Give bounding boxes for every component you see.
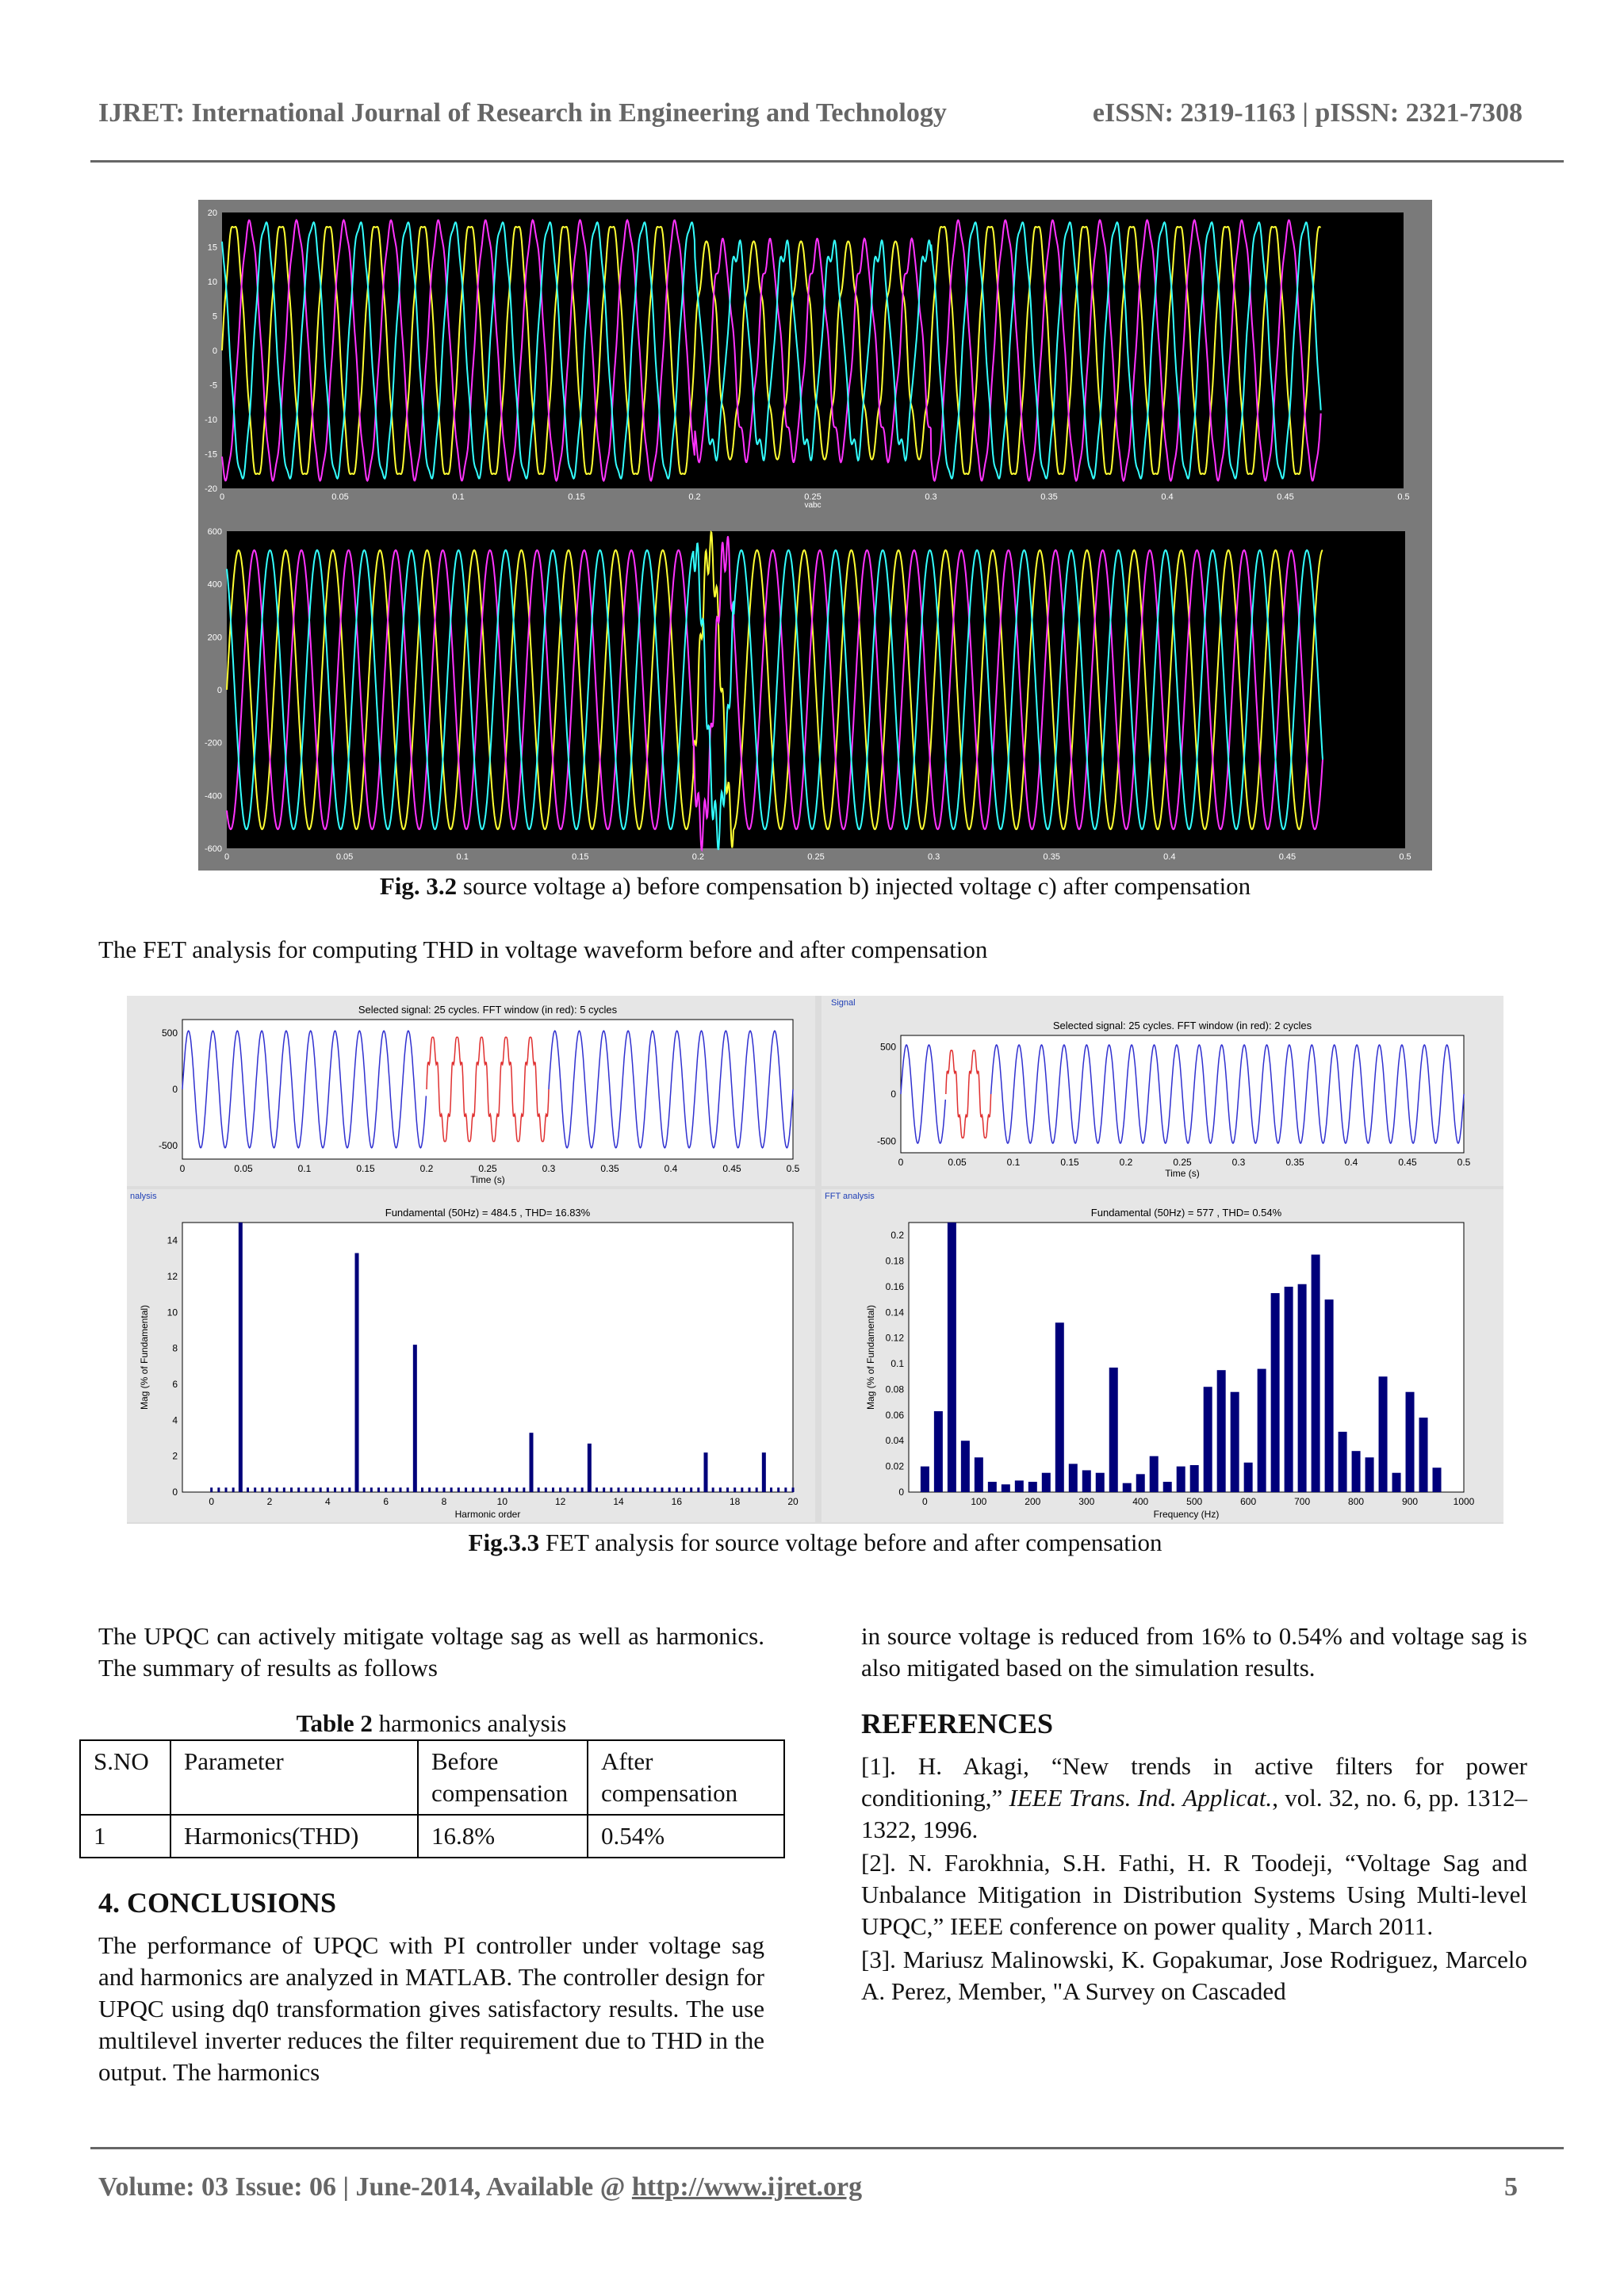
- y-tick-label: 0.16: [885, 1280, 904, 1292]
- fft-bar: [1339, 1432, 1347, 1492]
- figure-3-3: [127, 996, 1503, 1524]
- figure-3-2-caption: Fig. 3.2 source voltage a) before compensation b) injected voltage c) after compensation: [379, 872, 1251, 900]
- baseline-bar: [377, 1487, 380, 1492]
- fft-bar: [1042, 1473, 1051, 1492]
- x-axis-label: Harmonic order: [454, 1509, 521, 1520]
- y-tick-label: -500: [158, 1139, 178, 1151]
- x-tick-label: 900: [1402, 1496, 1419, 1507]
- right-signal-plot: [822, 996, 1503, 1186]
- baseline-bar: [370, 1487, 373, 1492]
- x-tick-label: 0.15: [568, 492, 585, 502]
- x-tick-label: 14: [613, 1496, 624, 1507]
- baseline-bar: [741, 1487, 743, 1492]
- plot-title: Selected signal: 25 cycles. FFT window (in red): 5 cycles: [358, 1004, 618, 1016]
- y-tick-label: 0: [172, 1084, 178, 1095]
- y-tick-label: -5: [209, 381, 217, 391]
- baseline-bar: [247, 1487, 249, 1492]
- harmonics-table: [79, 1739, 785, 1858]
- baseline-bar: [443, 1487, 446, 1492]
- fft-bar: [1055, 1322, 1064, 1492]
- figure-3-2: [198, 200, 1432, 871]
- fft-intro-text: The FET analysis for computing THD in voltage waveform before and after compensation: [98, 936, 988, 963]
- y-tick-label: -10: [205, 415, 217, 425]
- x-axis-label: Time (s): [470, 1174, 505, 1185]
- baseline-bar: [312, 1487, 315, 1492]
- compensated-voltage-plot: [198, 525, 1432, 871]
- y-tick-label: 0.14: [885, 1307, 904, 1318]
- fft-bar: [1379, 1376, 1388, 1492]
- baseline-bar: [487, 1487, 489, 1492]
- reference-1: [1]. H. Akagi, “New trends in active filters for power conditioning,” IEEE Trans. Ind. Applicat., vol. 32, no. 6, pp. 1312–1322, 1996.: [861, 1752, 1527, 1843]
- x-tick-label: 8: [441, 1496, 447, 1507]
- y-tick-label: 2: [172, 1450, 178, 1462]
- y-tick-label: 0.02: [885, 1460, 904, 1472]
- y-tick-label: -600: [204, 844, 222, 854]
- reference-2: [2]. N. Farokhnia, S.H. Fathi, H. R Toodeji, “Voltage Sag and Unbalance Mitigation in Distribution Systems Using Multi-level UPQC,” IEEE conference on power quality , March 2011.: [861, 1849, 1527, 1940]
- fft-bar: [1190, 1465, 1199, 1492]
- x-tick-label: 0.05: [234, 1163, 253, 1174]
- x-tick-label: 0: [922, 1496, 928, 1507]
- x-tick-label: 10: [496, 1496, 508, 1507]
- baseline-bar: [290, 1487, 293, 1492]
- fft-bar: [1433, 1468, 1442, 1492]
- y-tick-label: 0.18: [885, 1255, 904, 1267]
- panel-label: Signal: [831, 998, 856, 1008]
- fft-bar: [1163, 1482, 1172, 1492]
- baseline-bar: [508, 1487, 511, 1492]
- footer-text: Volume: 03 Issue: 06 | June-2014, Available @ http://www.ijret.org: [98, 2172, 863, 2202]
- baseline-bar: [733, 1487, 736, 1492]
- x-tick-label: 20: [787, 1496, 799, 1507]
- y-tick-label: 0.06: [885, 1409, 904, 1421]
- fft-bar: [1285, 1287, 1293, 1492]
- x-tick-label: 0.35: [1043, 852, 1060, 862]
- fft-bar: [1069, 1464, 1078, 1492]
- fft-bar: [1352, 1451, 1361, 1492]
- x-tick-label: 0.45: [1398, 1157, 1417, 1168]
- x-tick-label: 0.3: [925, 492, 937, 502]
- y-tick-label: -500: [876, 1135, 896, 1147]
- baseline-bar: [334, 1487, 336, 1492]
- baseline-bar: [625, 1487, 627, 1492]
- y-tick-label: 10: [167, 1307, 178, 1318]
- y-tick-label: 14: [167, 1234, 178, 1246]
- left-column: [94, 1621, 764, 2088]
- fft-bar: [934, 1411, 943, 1492]
- fft-bar: [1082, 1470, 1091, 1492]
- baseline-bar: [400, 1487, 402, 1492]
- x-tick-label: 0.1: [452, 492, 465, 502]
- x-tick-label: 2: [266, 1496, 273, 1507]
- fft-bar: [1109, 1368, 1118, 1492]
- baseline-bar: [515, 1487, 518, 1492]
- baseline-bar: [756, 1487, 758, 1492]
- fft-bar: [1419, 1418, 1428, 1492]
- x-tick-label: 100: [971, 1496, 987, 1507]
- x-tick-label: 12: [554, 1496, 566, 1507]
- left-signal-plot: [127, 996, 815, 1186]
- baseline-bar: [479, 1487, 481, 1492]
- x-tick-label: 0.4: [1161, 492, 1174, 502]
- x-tick-label: 0.2: [688, 492, 701, 502]
- x-tick-label: 0.3: [927, 852, 940, 862]
- x-tick-label: 0.5: [1399, 852, 1411, 862]
- x-tick-label: 0.15: [356, 1163, 375, 1174]
- fft-bar: [530, 1433, 534, 1492]
- baseline-bar: [712, 1487, 714, 1492]
- x-tick-label: 0.45: [1278, 852, 1297, 862]
- y-tick-label: 0.1: [891, 1358, 904, 1370]
- fft-bar: [1298, 1284, 1307, 1492]
- fft-bar: [1096, 1473, 1105, 1492]
- x-tick-label: 0.15: [1060, 1157, 1079, 1168]
- x-tick-label: 18: [729, 1496, 741, 1507]
- baseline-bar: [559, 1487, 561, 1492]
- y-tick-label: 500: [879, 1041, 896, 1053]
- table-header-cell: After compensation: [588, 1740, 784, 1815]
- y-tick-label: 6: [172, 1379, 178, 1390]
- x-tick-label: 200: [1025, 1496, 1041, 1507]
- x-tick-label: 0: [898, 1157, 904, 1168]
- fft-bar: [1231, 1392, 1239, 1492]
- baseline-bar: [435, 1487, 438, 1492]
- y-tick-label: 0.12: [885, 1332, 904, 1344]
- baseline-bar: [450, 1487, 453, 1492]
- y-tick-label: 0.2: [891, 1230, 904, 1242]
- fft-bar: [1325, 1299, 1334, 1492]
- fft-bar: [1015, 1480, 1024, 1492]
- baseline-bar: [465, 1487, 467, 1492]
- y-tick-label: 0: [172, 1487, 178, 1498]
- fft-bar: [1365, 1457, 1374, 1492]
- baseline-bar: [581, 1487, 584, 1492]
- x-tick-label: 0.05: [331, 492, 349, 502]
- x-tick-label: 0.4: [1344, 1157, 1358, 1168]
- baseline-bar: [320, 1487, 322, 1492]
- baseline-bar: [770, 1487, 772, 1492]
- x-tick-label: 0.25: [804, 492, 822, 502]
- fft-bar: [1217, 1370, 1226, 1492]
- x-tick-label: 0.2: [691, 852, 705, 862]
- x-tick-label: 800: [1348, 1496, 1365, 1507]
- fft-bar: [1028, 1482, 1037, 1492]
- x-tick-label: 0.1: [456, 852, 469, 862]
- table-cell: 1: [80, 1815, 170, 1858]
- y-tick-label: 0: [898, 1487, 904, 1498]
- baseline-bar: [494, 1487, 496, 1492]
- baseline-bar: [749, 1487, 751, 1492]
- baseline-bar: [690, 1487, 692, 1492]
- baseline-bar: [385, 1487, 387, 1492]
- baseline-bar: [683, 1487, 685, 1492]
- baseline-bar: [676, 1487, 678, 1492]
- plot-area: [182, 1223, 793, 1492]
- y-tick-label: -20: [205, 484, 217, 494]
- fft-bar: [1271, 1293, 1280, 1492]
- baseline-bar: [304, 1487, 307, 1492]
- baseline-bar: [566, 1487, 569, 1492]
- x-tick-label: 0: [219, 492, 225, 502]
- baseline-bar: [269, 1487, 271, 1492]
- fft-bar: [1312, 1254, 1320, 1492]
- y-tick-label: 10: [207, 277, 217, 287]
- baseline-bar: [777, 1487, 779, 1492]
- table-header-cell: Before compensation: [418, 1740, 588, 1815]
- baseline-bar: [523, 1487, 525, 1492]
- plot-title: Fundamental (50Hz) = 577 , THD= 0.54%: [1090, 1207, 1282, 1219]
- fft-bar: [1406, 1392, 1415, 1492]
- plot-title: Fundamental (50Hz) = 484.5 , THD= 16.83%: [385, 1207, 591, 1219]
- table-header-row: [80, 1740, 784, 1815]
- fft-bar: [1136, 1474, 1145, 1492]
- x-tick-label: 300: [1078, 1496, 1095, 1507]
- x-tick-label: 0.25: [807, 852, 825, 862]
- right-fft-plot: [822, 1189, 1503, 1522]
- baseline-bar: [639, 1487, 642, 1492]
- baseline-bar: [363, 1487, 366, 1492]
- fft-bar: [239, 1223, 243, 1492]
- fft-bar: [948, 1223, 956, 1492]
- baseline-bar: [472, 1487, 474, 1492]
- y-tick-label: 20: [207, 209, 217, 218]
- y-tick-label: 0: [891, 1089, 896, 1100]
- y-tick-label: 0.04: [885, 1435, 904, 1447]
- reference-3: [3]. Mariusz Malinowski, K. Gopakumar, Jose Rodriguez, Marcelo A. Perez, Member, "A Survey on Cascaded: [861, 1946, 1527, 2005]
- fft-bar: [588, 1444, 592, 1492]
- x-tick-label: 0.2: [1119, 1157, 1133, 1168]
- x-tick-label: 0.45: [1277, 492, 1294, 502]
- y-tick-label: 12: [167, 1271, 178, 1282]
- x-tick-label: 500: [1186, 1496, 1203, 1507]
- issn-text: eISSN: 2319-1163 | pISSN: 2321-7308: [1092, 98, 1522, 128]
- x-tick-label: 0.05: [948, 1157, 967, 1168]
- x-tick-label: 0.1: [297, 1163, 312, 1174]
- journal-title: IJRET: International Journal of Research in Engineering and Technology: [98, 98, 947, 128]
- baseline-bar: [697, 1487, 699, 1492]
- baseline-bar: [538, 1487, 540, 1492]
- baseline-bar: [653, 1487, 656, 1492]
- fft-bar: [704, 1452, 708, 1492]
- x-tick-label: 0.5: [786, 1163, 800, 1174]
- baseline-bar: [327, 1487, 329, 1492]
- x-tick-label: 0: [224, 852, 230, 862]
- y-tick-label: 4: [172, 1414, 178, 1426]
- x-tick-label: 600: [1240, 1496, 1257, 1507]
- y-tick-label: 0.08: [885, 1383, 904, 1395]
- x-tick-label: 0.1: [1006, 1157, 1021, 1168]
- y-axis-label: Mag (% of Fundamental): [139, 1304, 150, 1410]
- table-header-cell: S.NO: [80, 1740, 170, 1815]
- fft-bar: [975, 1457, 983, 1492]
- fft-bar: [413, 1345, 417, 1492]
- x-tick-label: 0.5: [1457, 1157, 1471, 1168]
- baseline-bar: [603, 1487, 605, 1492]
- x-tick-label: 0: [209, 1496, 215, 1507]
- figure-3-3-caption: Fig.3.3 FET analysis for source voltage before and after compensation: [468, 1529, 1162, 1556]
- x-tick-label: 0.4: [1163, 852, 1176, 862]
- x-tick-label: 16: [671, 1496, 683, 1507]
- baseline-bar: [407, 1487, 409, 1492]
- baseline-bar: [545, 1487, 547, 1492]
- y-tick-label: 500: [161, 1027, 178, 1039]
- baseline-bar: [792, 1487, 795, 1492]
- fft-bar: [1002, 1484, 1010, 1492]
- baseline-bar: [618, 1487, 620, 1492]
- y-tick-label: 8: [172, 1342, 178, 1354]
- table-cell: 0.54%: [588, 1815, 784, 1858]
- right-column: [861, 1621, 1527, 2009]
- x-tick-label: 0.15: [572, 852, 589, 862]
- table-caption: Table 2 harmonics analysis: [296, 1709, 567, 1737]
- x-tick-label: 0.2: [419, 1163, 434, 1174]
- fft-bar: [1123, 1483, 1132, 1492]
- fft-bar: [921, 1467, 929, 1492]
- table-header-cell: Parameter: [170, 1740, 418, 1815]
- x-tick-label: 0.4: [664, 1163, 678, 1174]
- panel-label: FFT analysis: [825, 1192, 875, 1201]
- left-fft-plot: [127, 1189, 815, 1522]
- baseline-bar: [232, 1487, 235, 1492]
- baseline-bar: [217, 1487, 220, 1492]
- baseline-bar: [392, 1487, 394, 1492]
- baseline-bar: [276, 1487, 278, 1492]
- x-tick-label: 700: [1294, 1496, 1311, 1507]
- x-tick-label: 0.25: [1173, 1157, 1192, 1168]
- baseline-bar: [552, 1487, 554, 1492]
- baseline-bar: [341, 1487, 343, 1492]
- baseline-bar: [501, 1487, 504, 1492]
- x-tick-label: 0.3: [542, 1163, 556, 1174]
- y-tick-label: -400: [204, 791, 222, 802]
- footer-link[interactable]: http://www.ijret.org: [631, 2172, 863, 2202]
- baseline-bar: [283, 1487, 285, 1492]
- fft-bar: [762, 1452, 766, 1492]
- x-tick-label: 400: [1132, 1496, 1149, 1507]
- fft-bar: [961, 1441, 970, 1492]
- y-tick-label: 15: [207, 243, 217, 253]
- x-axis-label: vabc: [804, 501, 822, 510]
- baseline-bar: [646, 1487, 649, 1492]
- baseline-bar: [661, 1487, 664, 1492]
- baseline-bar: [596, 1487, 598, 1492]
- fft-bar: [1392, 1473, 1401, 1492]
- y-tick-label: 0: [212, 346, 217, 356]
- baseline-bar: [610, 1487, 612, 1492]
- fft-bar: [1177, 1467, 1185, 1492]
- conclusions-continuation: in source voltage is reduced from 16% to 0.54% and voltage sag is also mitigated based on the simulation results.: [861, 1622, 1527, 1682]
- y-tick-label: 0: [216, 686, 222, 695]
- baseline-bar: [668, 1487, 671, 1492]
- fft-bar: [1244, 1463, 1253, 1492]
- fft-bar: [355, 1253, 359, 1492]
- header-rule: [90, 160, 1564, 163]
- fft-bar: [988, 1482, 997, 1492]
- baseline-bar: [574, 1487, 576, 1492]
- baseline-bar: [261, 1487, 263, 1492]
- table-cell: Harmonics(THD): [170, 1815, 418, 1858]
- x-tick-label: 0.5: [1397, 492, 1410, 502]
- y-tick-label: 400: [207, 580, 222, 590]
- baseline-bar: [719, 1487, 722, 1492]
- source-voltage-plot: [198, 200, 1432, 525]
- x-tick-label: 1000: [1453, 1496, 1475, 1507]
- x-tick-label: 0.25: [478, 1163, 497, 1174]
- baseline-bar: [726, 1487, 729, 1492]
- y-tick-label: -200: [204, 738, 222, 748]
- table-row: [80, 1815, 784, 1858]
- x-tick-label: 0.3: [1231, 1157, 1246, 1168]
- x-tick-label: 0.35: [600, 1163, 619, 1174]
- baseline-bar: [210, 1487, 213, 1492]
- y-tick-label: 600: [207, 527, 222, 537]
- baseline-bar: [348, 1487, 350, 1492]
- x-axis-label: Frequency (Hz): [1153, 1509, 1220, 1520]
- baseline-bar: [225, 1487, 228, 1492]
- fft-bar: [1204, 1387, 1212, 1492]
- x-tick-label: 0.45: [722, 1163, 741, 1174]
- y-axis-label: Mag (% of Fundamental): [865, 1304, 876, 1410]
- baseline-bar: [784, 1487, 787, 1492]
- baseline-bar: [458, 1487, 460, 1492]
- y-tick-label: 200: [207, 633, 222, 643]
- references-heading: REFERENCES: [861, 1708, 1054, 1739]
- plot-title: Selected signal: 25 cycles. FFT window (in red): 2 cycles: [1052, 1020, 1312, 1031]
- x-tick-label: 0.05: [335, 852, 354, 862]
- baseline-bar: [632, 1487, 634, 1492]
- x-tick-label: 6: [383, 1496, 389, 1507]
- fft-bar: [1150, 1456, 1159, 1492]
- conclusions-heading: 4. CONCLUSIONS: [98, 1887, 337, 1919]
- baseline-bar: [297, 1487, 300, 1492]
- page-number: 5: [1504, 2172, 1518, 2202]
- x-tick-label: 0: [179, 1163, 186, 1174]
- x-tick-label: 0.35: [1040, 492, 1058, 502]
- x-axis-label: Time (s): [1165, 1168, 1200, 1179]
- footer-rule: [90, 2147, 1564, 2149]
- x-tick-label: 4: [324, 1496, 331, 1507]
- panel-label: nalysis: [130, 1192, 157, 1201]
- y-tick-label: 5: [212, 312, 217, 322]
- baseline-bar: [254, 1487, 256, 1492]
- x-tick-label: 0.35: [1285, 1157, 1304, 1168]
- baseline-bar: [421, 1487, 423, 1492]
- summary-paragraph: The UPQC can actively mitigate voltage sag as well as harmonics. The summary of results as follows: [98, 1622, 764, 1682]
- table-cell: 16.8%: [418, 1815, 588, 1858]
- conclusions-text: The performance of UPQC with PI controller under voltage sag and harmonics are analyzed in MATLAB. The controller design for UPQC using dq0 transformation gives satisfactory results. The use multilevel inverter reduces the filter requirement due to THD in the output. The harmonics: [98, 1931, 764, 2086]
- baseline-bar: [428, 1487, 431, 1492]
- y-tick-label: -15: [205, 450, 217, 460]
- fft-bar: [1258, 1369, 1266, 1492]
